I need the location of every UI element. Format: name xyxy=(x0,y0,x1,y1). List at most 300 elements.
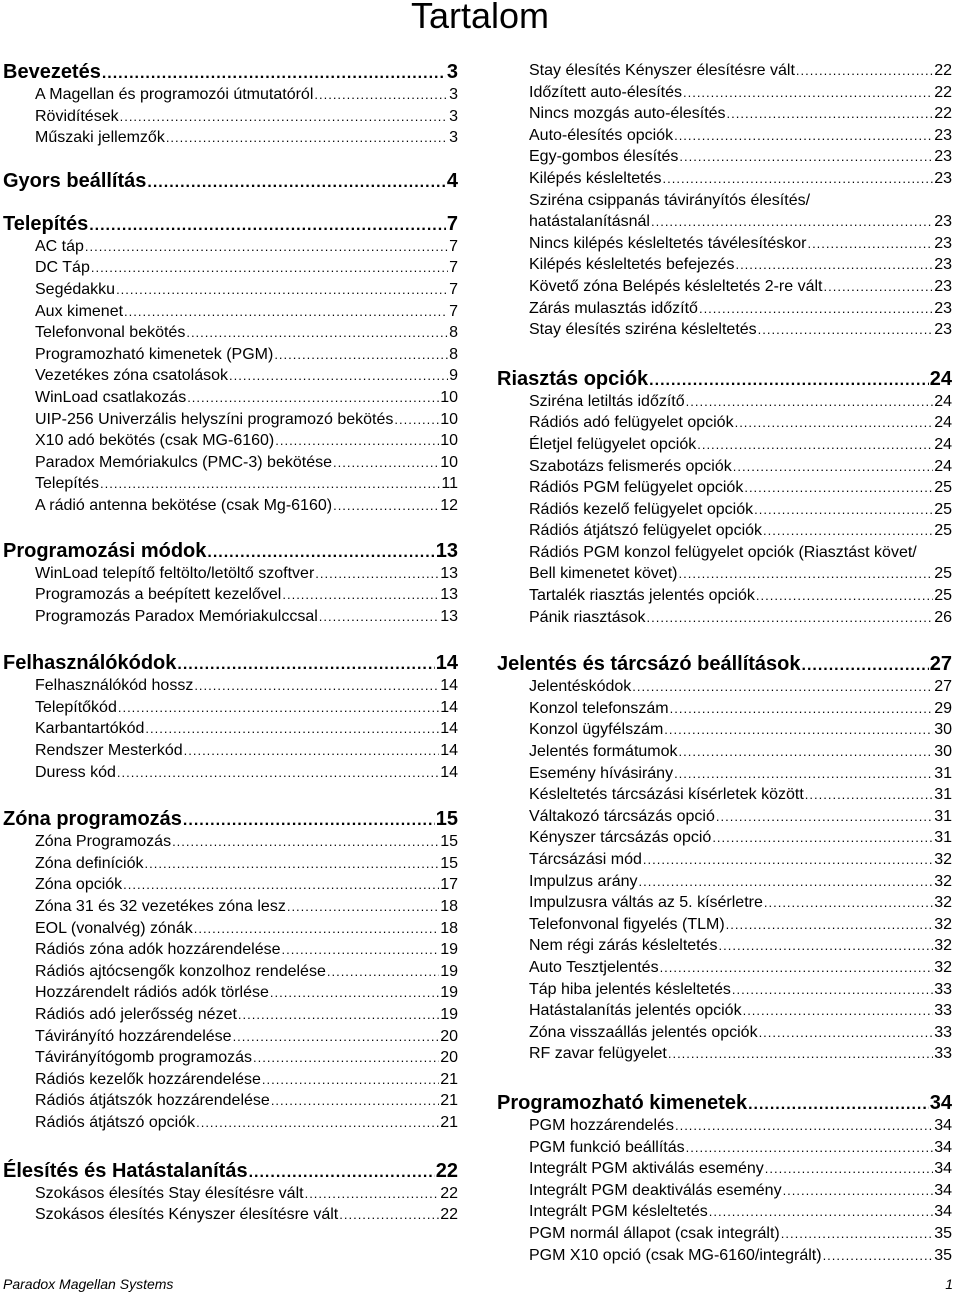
toc-page-number: 19 xyxy=(440,941,458,959)
toc-entry-title: Vezetékes zóna csatolások xyxy=(35,367,229,385)
toc-page-number: 12 xyxy=(440,496,458,514)
toc-entry[interactable] xyxy=(3,918,458,940)
toc-page-number: 32 xyxy=(934,958,952,976)
toc-page-number: 33 xyxy=(934,1023,952,1041)
toc-entry-title: Telefonvonal figyelés (TLM) xyxy=(529,915,725,933)
toc-entry[interactable] xyxy=(3,853,458,875)
toc-entry-title: Életjel felügyelet opciók xyxy=(529,435,697,453)
dot-leader xyxy=(123,874,439,896)
toc-entry-title: AC táp xyxy=(35,237,84,255)
toc-entry-title: Időzített auto-élesítés xyxy=(529,83,682,101)
toc-entry[interactable] xyxy=(3,365,458,387)
toc-entry[interactable] xyxy=(497,125,952,147)
dot-leader xyxy=(796,60,933,82)
toc-entry[interactable] xyxy=(3,1183,458,1205)
toc-entry[interactable] xyxy=(3,106,458,128)
toc-entry-title: Impulzusra váltás az 5. kísérletre xyxy=(529,894,763,912)
toc-entry-title: Egy-gombos élesítés xyxy=(529,148,679,166)
toc-entry-title: Auto-élesítés opciók xyxy=(529,126,674,144)
toc-entry[interactable] xyxy=(3,961,458,983)
toc-page-number: 29 xyxy=(934,699,952,717)
toc-entry[interactable] xyxy=(3,563,458,585)
toc-entry-title: Telepítés xyxy=(35,475,100,493)
toc-page-number: 34 xyxy=(934,1138,952,1156)
toc-entry[interactable] xyxy=(3,387,458,409)
toc-page-number: 13 xyxy=(435,539,458,562)
toc-entry-title: Sziréna letiltás időzítő xyxy=(529,392,685,410)
toc-page-number: 23 xyxy=(934,299,952,317)
footer-publisher: Paradox Magellan Systems xyxy=(3,1276,174,1292)
toc-entry-title: Szokásos élesítés Stay élesítésre vált xyxy=(35,1184,304,1202)
toc-entry[interactable] xyxy=(497,607,952,629)
toc-entry[interactable] xyxy=(497,719,952,741)
dot-leader xyxy=(314,84,448,106)
toc-entry[interactable] xyxy=(497,806,952,828)
toc-entry[interactable] xyxy=(3,762,458,784)
toc-page-number: 32 xyxy=(934,915,952,933)
dot-leader xyxy=(262,1069,439,1091)
toc-section[interactable] xyxy=(3,651,458,675)
toc-entry[interactable] xyxy=(3,1112,458,1134)
toc-entry-title: Stay élesítés sziréna késleltetés xyxy=(529,321,757,339)
dot-leader xyxy=(735,412,934,434)
toc-section[interactable] xyxy=(3,807,458,831)
toc-page-number: 22 xyxy=(440,1206,458,1224)
toc-entry[interactable] xyxy=(3,831,458,853)
toc-entry-title: Rádiós PGM felügyelet opciók xyxy=(529,479,744,497)
dot-leader xyxy=(166,127,448,149)
toc-section-title: Gyors beállítás xyxy=(3,169,147,192)
toc-entry[interactable] xyxy=(3,1047,458,1069)
toc-entry[interactable] xyxy=(497,542,952,564)
toc-entry-title: Rendszer Mesterkód xyxy=(35,742,183,760)
toc-page-number: 31 xyxy=(934,807,952,825)
toc-page-number: 3 xyxy=(449,107,458,125)
toc-entry[interactable] xyxy=(497,784,952,806)
toc-section[interactable] xyxy=(497,367,952,391)
toc-page-number: 34 xyxy=(934,1203,952,1221)
toc-entry[interactable] xyxy=(497,298,952,320)
toc-entry[interactable] xyxy=(497,914,952,936)
toc-entry[interactable] xyxy=(3,896,458,918)
toc-section-title: Programozható kimenetek xyxy=(497,1091,748,1114)
toc-entry[interactable] xyxy=(497,957,952,979)
toc-page-number: 22 xyxy=(435,1159,458,1182)
toc-entry[interactable] xyxy=(497,499,952,521)
dot-leader xyxy=(726,914,934,936)
toc-entry-title: Zóna definíciók xyxy=(35,854,144,872)
toc-entry-title: X10 adó bekötés (csak MG-6160) xyxy=(35,432,275,450)
toc-section[interactable] xyxy=(3,212,458,236)
toc-page-number: 35 xyxy=(934,1224,952,1242)
toc-entry[interactable] xyxy=(497,1180,952,1202)
toc-section[interactable] xyxy=(3,169,458,193)
toc-section-title: Programozási módok xyxy=(3,539,207,562)
dot-leader xyxy=(735,254,933,276)
toc-page-number: 23 xyxy=(934,321,952,339)
dot-leader xyxy=(727,103,934,125)
dot-leader xyxy=(229,365,448,387)
footer-page-number: 1 xyxy=(945,1276,953,1292)
toc-page-number: 22 xyxy=(934,62,952,79)
dot-leader xyxy=(249,1159,435,1185)
toc-entry-title: Tárcsázási mód xyxy=(529,851,642,868)
toc-entry-title: PGM hozzárendelés xyxy=(529,1116,674,1134)
toc-entry[interactable] xyxy=(3,409,458,431)
dot-leader xyxy=(668,1043,933,1065)
dot-leader xyxy=(315,563,439,585)
toc-entry[interactable] xyxy=(3,322,458,344)
toc-entry-title: Jelentés formátumok xyxy=(529,743,678,761)
toc-page-number: 27 xyxy=(929,653,952,676)
toc-entry-title: Auto Tesztjelentés xyxy=(529,958,659,976)
toc-page-number: 10 xyxy=(440,453,458,471)
toc-page-number: 24 xyxy=(934,435,952,453)
dot-leader xyxy=(238,1004,439,1026)
page-title: Tartalom xyxy=(410,0,550,36)
toc-entry[interactable] xyxy=(497,211,952,233)
toc-page-number: 26 xyxy=(934,608,952,626)
toc-page-number: 34 xyxy=(929,1091,952,1114)
toc-entry[interactable] xyxy=(497,1043,952,1065)
toc-entry[interactable] xyxy=(497,698,952,720)
dot-leader xyxy=(679,563,934,585)
toc-entry[interactable] xyxy=(3,127,458,149)
toc-entry[interactable] xyxy=(3,740,458,762)
toc-entry[interactable] xyxy=(497,520,952,542)
toc-entry[interactable] xyxy=(497,168,952,190)
toc-entry[interactable] xyxy=(497,1000,952,1022)
toc-page-number: 11 xyxy=(441,475,458,493)
toc-page-number: 35 xyxy=(934,1246,952,1264)
dot-leader xyxy=(117,762,439,784)
toc-section[interactable] xyxy=(497,652,952,676)
dot-leader xyxy=(394,409,439,431)
toc-entry-title: Rövidítések xyxy=(35,107,119,125)
toc-entry-title: Impulzus arány xyxy=(529,872,638,890)
toc-entry[interactable] xyxy=(497,190,952,212)
toc-entry-title: WinLoad telepítő feltölto/letöltő szoftver xyxy=(35,564,315,582)
toc-entry[interactable] xyxy=(3,939,458,961)
dot-leader xyxy=(783,1180,934,1202)
toc-section[interactable] xyxy=(3,60,458,84)
toc-entry-title: Műszaki jellemzők xyxy=(35,129,165,147)
toc-section[interactable] xyxy=(3,539,458,563)
toc-page-number: 9 xyxy=(449,367,458,385)
toc-entry-title: Zóna visszaállás jelentés opciók xyxy=(529,1023,758,1041)
toc-entry-title: Karbantartókód xyxy=(35,720,145,738)
dot-leader xyxy=(184,740,440,762)
toc-entry[interactable] xyxy=(497,1158,952,1180)
toc-entry-title: WinLoad csatlakozás xyxy=(35,388,187,406)
toc-entry-title: Zóna 31 és 32 vezetékes zóna lesz xyxy=(35,898,286,916)
dot-leader xyxy=(194,675,439,697)
toc-page-number: 4 xyxy=(446,169,458,192)
toc-page-number: 21 xyxy=(440,1113,458,1131)
toc-entry-title: Bell kimenetet követ) xyxy=(529,565,678,583)
toc-page-number: 21 xyxy=(440,1070,458,1088)
toc-page-number: 7 xyxy=(449,280,458,298)
toc-entry-title: Tartalék riasztás jelentés opciók xyxy=(529,587,755,605)
toc-entry[interactable] xyxy=(3,718,458,740)
toc-entry[interactable] xyxy=(3,1204,458,1226)
toc-entry[interactable] xyxy=(497,676,952,698)
dot-leader xyxy=(275,430,439,452)
toc-page-number: 19 xyxy=(440,984,458,1002)
dot-leader xyxy=(333,452,439,474)
toc-entry-title: Esemény hívásirány xyxy=(529,764,674,782)
toc-entry-title: DC Táp xyxy=(35,259,90,277)
toc-entry[interactable] xyxy=(497,979,952,1001)
toc-page-number: 31 xyxy=(934,786,952,804)
toc-entry-title: Nincs mozgás auto-élesítés xyxy=(529,105,726,123)
toc-entry-title: UIP-256 Univerzális helyszíni programozó bekötés xyxy=(35,410,394,428)
toc-page-number: 14 xyxy=(440,742,458,760)
dot-leader xyxy=(632,676,933,698)
toc-section-title: Felhasználókódok xyxy=(3,652,177,675)
toc-entry-title: RF zavar felügyelet xyxy=(529,1045,667,1063)
dot-leader xyxy=(333,495,439,517)
toc-entry[interactable] xyxy=(497,146,952,168)
toc-section-title: Élesítés és Hatástalanítás xyxy=(3,1159,248,1182)
dot-leader xyxy=(649,367,929,393)
dot-leader xyxy=(643,849,933,871)
toc-entry-title: Kilépés késleltetés befejezés xyxy=(529,256,735,274)
dot-leader xyxy=(124,301,448,323)
toc-page-number: 23 xyxy=(934,256,952,274)
dot-leader xyxy=(172,831,439,853)
toc-entry[interactable] xyxy=(3,301,458,323)
toc-entry[interactable] xyxy=(3,236,458,258)
dot-leader xyxy=(145,853,440,875)
toc-section[interactable] xyxy=(3,1159,458,1183)
toc-entry[interactable] xyxy=(497,563,952,585)
dot-leader xyxy=(754,499,933,521)
toc-entry-title: hatástalanításnál xyxy=(529,213,650,231)
dot-leader xyxy=(120,106,449,128)
toc-entry[interactable] xyxy=(3,257,458,279)
toc-entry-title: Jelentéskódok xyxy=(529,678,632,696)
toc-entry-title: PGM normál állapot (csak integrált) xyxy=(529,1224,780,1242)
toc-entry[interactable] xyxy=(497,477,952,499)
toc-entry[interactable] xyxy=(3,1069,458,1091)
toc-entry-title: Integrált PGM késleltetés xyxy=(529,1203,708,1221)
toc-entry[interactable] xyxy=(497,892,952,914)
toc-entry[interactable] xyxy=(3,675,458,697)
toc-entry-title: Programozható kimenetek (PGM) xyxy=(35,345,274,363)
toc-entry-title: Felhasználókód hossz xyxy=(35,677,194,695)
toc-entry[interactable] xyxy=(3,697,458,719)
toc-page-number: 21 xyxy=(440,1092,458,1110)
toc-entry[interactable] xyxy=(497,82,952,104)
dot-leader xyxy=(207,539,434,565)
toc-entry-title: Szabotázs felismerés opciók xyxy=(529,457,732,475)
toc-page-number: 13 xyxy=(440,564,458,582)
dot-leader xyxy=(339,1204,439,1226)
toc-entry[interactable] xyxy=(497,585,952,607)
toc-entry[interactable] xyxy=(497,871,952,893)
toc-entry[interactable] xyxy=(3,584,458,606)
toc-entry[interactable] xyxy=(497,827,952,849)
toc-page-number: 14 xyxy=(440,763,458,781)
dot-leader xyxy=(765,1158,933,1180)
dot-leader xyxy=(89,212,446,238)
toc-entry[interactable] xyxy=(3,1004,458,1026)
toc-entry-title: Segédakku xyxy=(35,280,116,298)
toc-page-number: 34 xyxy=(934,1160,952,1178)
toc-page-number: 22 xyxy=(934,83,952,101)
toc-entry-title: Távirányító hozzárendelése xyxy=(35,1027,232,1045)
toc-entry[interactable] xyxy=(3,1026,458,1048)
toc-page-number: 18 xyxy=(440,919,458,937)
dot-leader xyxy=(319,606,439,628)
toc-column-right xyxy=(497,60,952,1266)
toc-entry[interactable] xyxy=(3,279,458,301)
toc-page-number: 14 xyxy=(440,698,458,716)
toc-entry[interactable] xyxy=(3,874,458,896)
toc-entry[interactable] xyxy=(497,935,952,957)
toc-section[interactable] xyxy=(497,1091,952,1115)
toc-page-number: 33 xyxy=(934,980,952,998)
toc-page-number: 25 xyxy=(934,522,952,540)
toc-entry[interactable] xyxy=(497,1223,952,1245)
dot-leader xyxy=(805,784,933,806)
dot-leader xyxy=(270,982,439,1004)
toc-entry-title: Rádiós zóna adók hozzárendelése xyxy=(35,941,281,959)
dot-leader xyxy=(196,1112,439,1134)
toc-page-number: 3 xyxy=(446,61,458,83)
toc-entry-title: Hozzárendelt rádiós adók törlése xyxy=(35,984,269,1002)
dot-leader xyxy=(823,1245,934,1267)
toc-entry[interactable] xyxy=(497,1022,952,1044)
dot-leader xyxy=(116,279,448,301)
dot-leader xyxy=(716,806,933,828)
toc-entry-title: Integrált PGM aktiválás esemény xyxy=(529,1160,764,1178)
toc-entry-title: Táp hiba jelentés késleltetés xyxy=(529,980,731,998)
page-footer xyxy=(3,1276,953,1292)
toc-entry[interactable] xyxy=(497,60,952,82)
toc-entry[interactable] xyxy=(497,741,952,763)
toc-entry-title: Aux kimenet xyxy=(35,302,124,320)
toc-entry-title: Programozás a beépített kezelővel xyxy=(35,586,282,604)
dot-leader xyxy=(679,146,933,168)
toc-entry-title: PGM funkció beállítás xyxy=(529,1138,685,1156)
toc-entry-title: Rádiós átjátszók hozzárendelése xyxy=(35,1092,270,1110)
toc-entry[interactable] xyxy=(497,849,952,871)
toc-page-number: 17 xyxy=(440,876,458,894)
toc-entry[interactable] xyxy=(3,452,458,474)
toc-page-number: 24 xyxy=(934,414,952,432)
toc-entry[interactable] xyxy=(497,434,952,456)
toc-entry[interactable] xyxy=(497,276,952,298)
toc-entry[interactable] xyxy=(497,233,952,255)
toc-entry[interactable] xyxy=(497,103,952,125)
dot-leader xyxy=(748,1091,929,1117)
dot-leader xyxy=(287,896,439,918)
toc-page-number: 13 xyxy=(440,607,458,625)
toc-page-number: 3 xyxy=(449,129,458,147)
toc-page-number: 8 xyxy=(449,345,458,363)
toc-entry[interactable] xyxy=(3,430,458,452)
toc-entry[interactable] xyxy=(497,1137,952,1159)
toc-entry[interactable] xyxy=(497,254,952,276)
dot-leader xyxy=(686,1137,934,1159)
toc-entry-title: Kilépés késleltetés xyxy=(529,169,662,187)
toc-entry[interactable] xyxy=(3,1090,458,1112)
toc-entry[interactable] xyxy=(497,319,952,341)
dot-leader xyxy=(647,607,934,629)
toc-page-number: 33 xyxy=(934,1002,952,1020)
toc-entry-title: Követő zóna Belépés késleltetés 2-re vált xyxy=(529,277,823,295)
toc-page-number: 14 xyxy=(440,677,458,695)
toc-page-number: 22 xyxy=(440,1184,458,1202)
toc-entry-title: Telepítőkód xyxy=(35,698,117,716)
dot-leader xyxy=(233,1026,440,1048)
toc-entry-title: Zóna Programozás xyxy=(35,833,172,851)
toc-page-number: 7 xyxy=(449,259,458,277)
toc-entry-title: Szokásos élesítés Kényszer élesítésre vált xyxy=(35,1206,339,1224)
toc-page-number: 10 xyxy=(440,432,458,450)
dot-leader xyxy=(683,82,933,104)
toc-page-number: 22 xyxy=(934,105,952,123)
toc-entry[interactable] xyxy=(497,412,952,434)
toc-entry[interactable] xyxy=(3,84,458,106)
dot-leader xyxy=(675,1115,933,1137)
dot-leader xyxy=(699,298,933,320)
toc-entry-title: Pánik riasztások xyxy=(529,608,646,626)
toc-page-number: 24 xyxy=(934,457,952,475)
toc-page-number: 25 xyxy=(934,500,952,518)
dot-leader xyxy=(91,257,448,279)
toc-entry[interactable] xyxy=(3,495,458,517)
dot-leader xyxy=(807,233,933,255)
dot-leader xyxy=(756,585,933,607)
dot-leader xyxy=(147,169,445,195)
dot-leader xyxy=(177,651,434,677)
toc-entry[interactable] xyxy=(3,606,458,628)
dot-leader xyxy=(744,477,933,499)
toc-entry[interactable] xyxy=(497,1115,952,1137)
dot-leader xyxy=(686,391,934,413)
dot-leader xyxy=(824,276,934,298)
dot-leader xyxy=(663,168,934,190)
dot-leader xyxy=(674,125,933,147)
toc-entry-title: Zóna opciók xyxy=(35,876,123,894)
toc-entry-title: Rádiós PGM konzol felügyelet opciók (Riasztást követ/ xyxy=(529,543,917,561)
toc-page-number: 7 xyxy=(446,212,458,235)
toc-page-number: 25 xyxy=(934,587,952,605)
dot-leader xyxy=(709,1201,933,1223)
dot-leader xyxy=(651,211,933,233)
toc-entry[interactable] xyxy=(3,473,458,495)
toc-page-number: 10 xyxy=(440,410,458,428)
toc-entry-title: EOL (vonalvég) zónák xyxy=(35,919,193,937)
toc-entry[interactable] xyxy=(3,982,458,1004)
toc-entry[interactable] xyxy=(497,763,952,785)
toc-entry[interactable] xyxy=(497,1201,952,1223)
toc-entry[interactable] xyxy=(497,391,952,413)
toc-entry-title: Konzol telefonszám xyxy=(529,699,669,717)
toc-page-number: 33 xyxy=(934,1045,952,1063)
dot-leader xyxy=(697,434,933,456)
toc-page-number: 20 xyxy=(440,1049,458,1067)
toc-entry-title: Sziréna csippanás távirányítós élesítés/ xyxy=(529,191,811,209)
toc-entry[interactable] xyxy=(497,456,952,478)
toc-page-number: 7 xyxy=(449,302,458,320)
toc-entry[interactable] xyxy=(497,1245,952,1267)
toc-entry[interactable] xyxy=(3,344,458,366)
dot-leader xyxy=(764,892,933,914)
